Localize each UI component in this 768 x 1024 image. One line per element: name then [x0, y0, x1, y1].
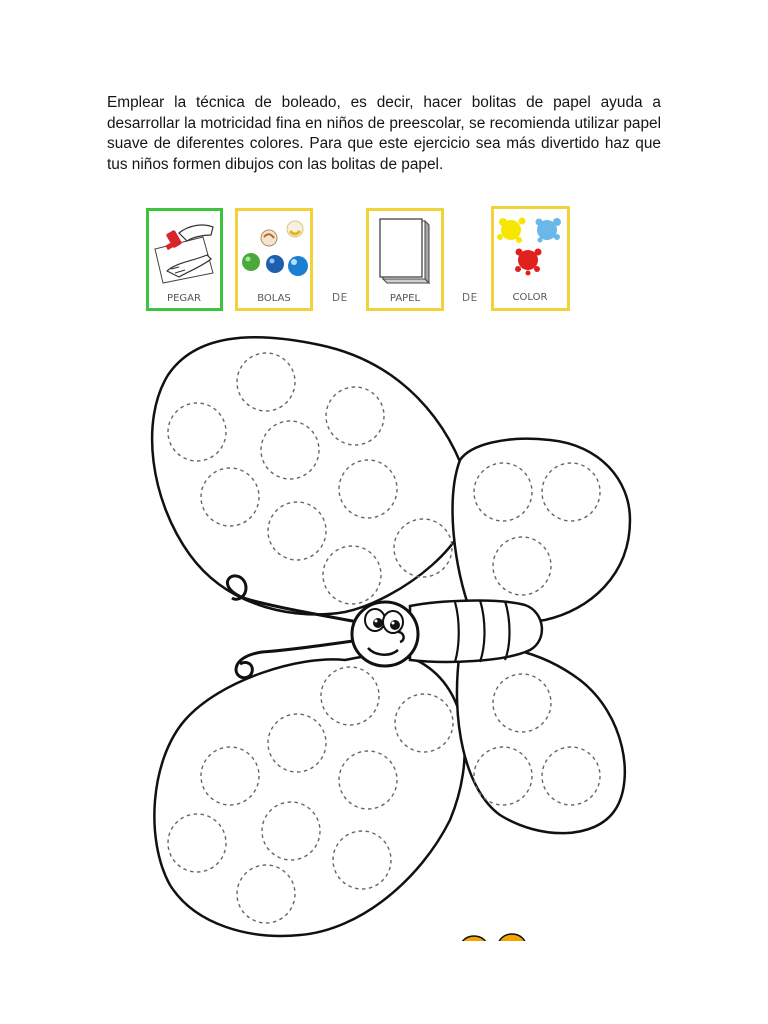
- pictogram-pegar: [146, 208, 223, 311]
- lower-right-wing: [457, 646, 625, 833]
- upper-left-wing: [152, 337, 471, 614]
- butterfly-head: [352, 602, 418, 666]
- pictogram-papel: [366, 208, 444, 311]
- pictogram-label: BOLAS: [257, 293, 291, 304]
- glue-hands-icon: [149, 211, 220, 308]
- pictogram-label: COLOR: [512, 292, 548, 303]
- pictogram-bolas: [235, 208, 313, 311]
- marbles-icon: [238, 211, 310, 308]
- upper-right-wing: [453, 439, 630, 622]
- pictogram-color: [491, 206, 570, 311]
- butterfly-outline-icon: [0, 330, 768, 1024]
- paper-stack-icon: [369, 211, 441, 308]
- butterfly-body: [410, 601, 542, 662]
- pictogram-label: PAPEL: [389, 293, 421, 304]
- connector-de-2: DE: [462, 292, 478, 304]
- lower-left-wing: [154, 655, 464, 936]
- connector-de-1: DE: [332, 292, 348, 304]
- intro-paragraph: Emplear la técnica de boleado, es decir, hacer bolitas de papel ayuda a desarrollar la motricidad fina en niños de preescolar, se recomienda utilizar papel suave de diferentes colores. Para que este ejercicio sea más divertido haz que tus niños formen dibujos con las bolitas de papel.: [107, 94, 661, 173]
- paint-splash-icon: [494, 209, 567, 308]
- pictogram-label: PEGAR: [167, 293, 201, 304]
- flower-partial-icon: [455, 934, 535, 961]
